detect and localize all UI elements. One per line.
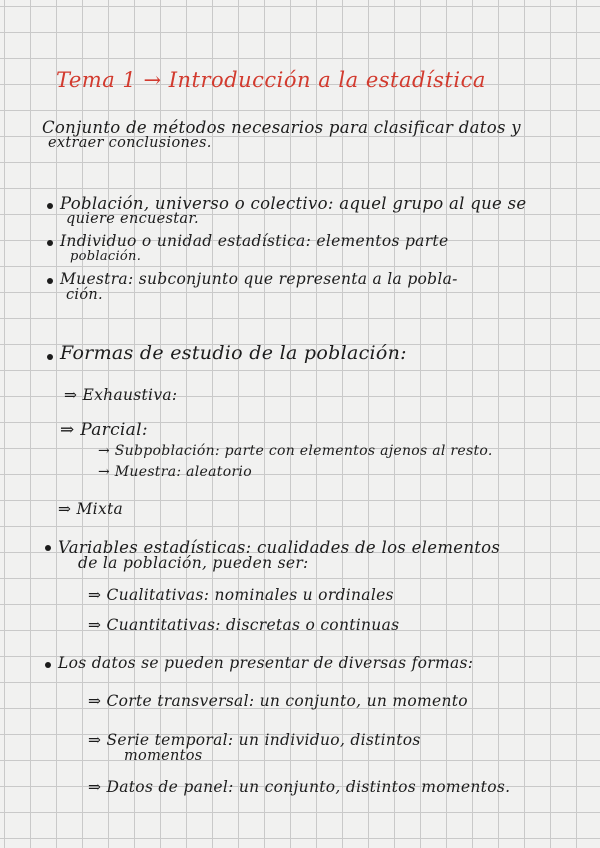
data-forms-panel: ⇒ Datos de panel: un conjunto, distintos momentos. — [88, 778, 511, 796]
page-title: Tema 1 → Introducción a la estadística — [56, 68, 486, 92]
bullet-dot — [47, 278, 53, 284]
data-forms-heading: Los datos se pueden presentar de diversas formas: — [58, 654, 474, 672]
definition-line-1: Conjunto de métodos necesarios para clasificar datos y — [42, 118, 521, 137]
data-forms-serie-line-1: ⇒ Serie temporal: un individuo, distintos — [88, 731, 421, 749]
bullet-dot — [45, 545, 51, 551]
bullet-dot — [47, 240, 53, 246]
forms-heading: Formas de estudio de la población: — [60, 342, 407, 364]
bullet-poblacion-line-2: quiere encuestar. — [66, 211, 199, 227]
bullet-muestra-line-1: Muestra: subconjunto que representa a la pobla- — [60, 270, 458, 288]
definition-line-2: extraer conclusiones. — [48, 135, 212, 151]
bullet-dot — [47, 354, 53, 360]
variables-cuantitativas: ⇒ Cuantitativas: discretas o continuas — [88, 616, 400, 634]
bullet-individuo-line-1: Individuo o unidad estadística: elementos parte — [60, 232, 449, 250]
data-forms-serie-line-2: momentos — [124, 748, 203, 764]
forms-mixta: ⇒ Mixta — [58, 500, 124, 518]
variables-cualitativas: ⇒ Cualitativas: nominales u ordinales — [88, 586, 394, 604]
variables-line-1: Variables estadísticas: cualidades de los elementos — [58, 538, 501, 557]
data-forms-corte: ⇒ Corte transversal: un conjunto, un momento — [88, 692, 468, 710]
bullet-poblacion-line-1: Población, universo o colectivo: aquel grupo al que se — [60, 194, 527, 213]
bullet-dot — [47, 203, 53, 209]
forms-exhaustiva: ⇒ Exhaustiva: — [64, 386, 178, 404]
bullet-muestra-line-2: ción. — [66, 287, 103, 303]
forms-subpoblacion: → Subpoblación: parte con elementos ajenos al resto. — [98, 443, 493, 459]
forms-parcial: ⇒ Parcial: — [60, 420, 148, 440]
bullet-dot — [45, 662, 51, 668]
variables-line-2: de la población, pueden ser: — [78, 554, 309, 572]
forms-muestra: → Muestra: aleatorio — [98, 464, 252, 480]
bullet-individuo-line-2: población. — [70, 249, 142, 264]
